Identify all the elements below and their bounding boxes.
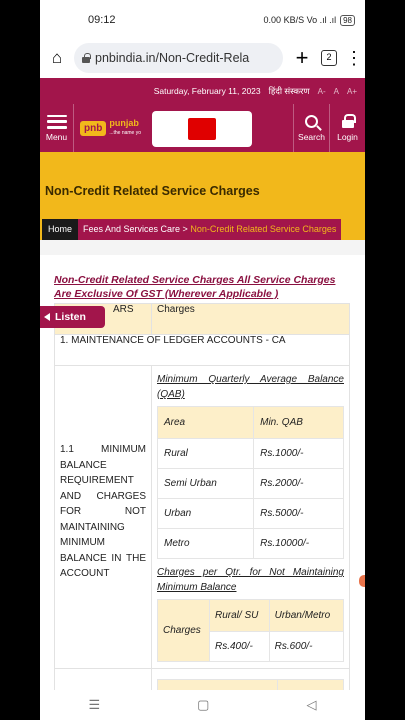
charges-table	[54, 303, 350, 719]
address-bar[interactable]	[74, 43, 283, 73]
charges-title: Charges per Qtr. for Not Maintaining Minimum Balance	[157, 567, 344, 593]
search-icon	[305, 115, 318, 128]
system-navigation-bar	[40, 690, 365, 720]
search-button[interactable]: Search	[293, 104, 329, 152]
logo-mark: pnb	[80, 121, 106, 136]
page-banner	[40, 152, 365, 240]
table-row: 1. MAINTENANCE OF LEDGER ACCOUNTS - CA	[55, 335, 350, 366]
hamburger-icon	[47, 115, 67, 129]
home-icon[interactable]: ⌂	[51, 48, 63, 67]
font-increase-button[interactable]: A+	[346, 86, 357, 96]
font-decrease-button[interactable]: A-	[317, 86, 326, 96]
table-header: ARS Charges	[55, 304, 350, 335]
red-block-icon	[188, 118, 216, 140]
breadcrumb	[42, 219, 341, 240]
battery-icon: 98	[340, 15, 355, 26]
phone-screen	[40, 0, 365, 720]
lock-icon	[82, 53, 90, 63]
site-navbar	[40, 104, 365, 152]
breadcrumb-home[interactable]: Home	[42, 219, 78, 240]
top-strip	[40, 78, 365, 104]
item-description: 1.1 MINIMUM BALANCE REQUIREMENT AND CHARGES FOR NOT MAINTAINING MINIMUM BALANCE IN THE ACCOUNT	[60, 444, 146, 579]
current-date: Saturday, February 11, 2023	[153, 86, 261, 96]
status-bar	[40, 0, 365, 40]
hindi-version-link[interactable]: हिंदी संस्करण	[268, 85, 310, 96]
back-button[interactable]: ◁	[306, 697, 317, 712]
table-row: Metro Rs.10000/-	[158, 529, 344, 559]
qab-table: Area Min. QAB Rural Rs.1000/- Semi Urban Rs.2000/- Urban Rs.5000/- Metro Rs.10000/-	[157, 406, 344, 559]
overflow-menu-icon[interactable]: ⋮	[345, 47, 363, 68]
page-title: Non-Credit Related Service Charges	[45, 184, 260, 198]
table-row: Urban Rs.5000/-	[158, 499, 344, 529]
floating-widget-handle[interactable]	[359, 575, 365, 587]
breadcrumb-current: Non-Credit Related Service Charges	[190, 224, 337, 234]
speaker-icon	[44, 313, 50, 321]
network-indicators: 0.00 KB/S Vo .ıl .ıl	[263, 15, 337, 25]
new-tab-button[interactable]: +	[295, 45, 309, 70]
menu-button[interactable]: Menu	[40, 104, 74, 152]
min-balance-charges-table: Charges Rural/ SU Urban/Metro Rs.400/- Rs.600/-	[157, 599, 344, 662]
table-row: Semi Urban Rs.2000/-	[158, 469, 344, 499]
home-button[interactable]: ▢	[197, 697, 210, 712]
table-row: Rs.400/- Rs.600/-	[158, 632, 344, 662]
tab-switcher-button[interactable]: 2	[321, 50, 337, 66]
overlay-popup[interactable]	[152, 111, 252, 147]
recent-apps-button[interactable]: ☰	[88, 697, 101, 712]
url-text: pnbindia.in/Non-Credit-Rela	[95, 51, 250, 65]
listen-button[interactable]: Listen	[40, 306, 105, 328]
browser-toolbar	[40, 40, 365, 76]
qab-title: Minimum Quarterly Average Balance (QAB)	[157, 374, 344, 400]
clock: 09:12	[88, 14, 116, 26]
lock-icon	[342, 114, 354, 128]
table-row	[55, 366, 350, 669]
breadcrumb-fees[interactable]: Fees And Services Care >	[83, 224, 188, 234]
font-normal-button[interactable]: A	[333, 86, 339, 96]
content-heading: Non-Credit Related Service Charges All Service Charges Are Exclusive Of GST (Wherever Applicable )	[54, 274, 336, 300]
pnb-logo[interactable]: pnb punjab ...the name yo	[80, 110, 141, 146]
login-button[interactable]: Login	[329, 104, 365, 152]
table-row: Rural Rs.1000/-	[158, 439, 344, 469]
